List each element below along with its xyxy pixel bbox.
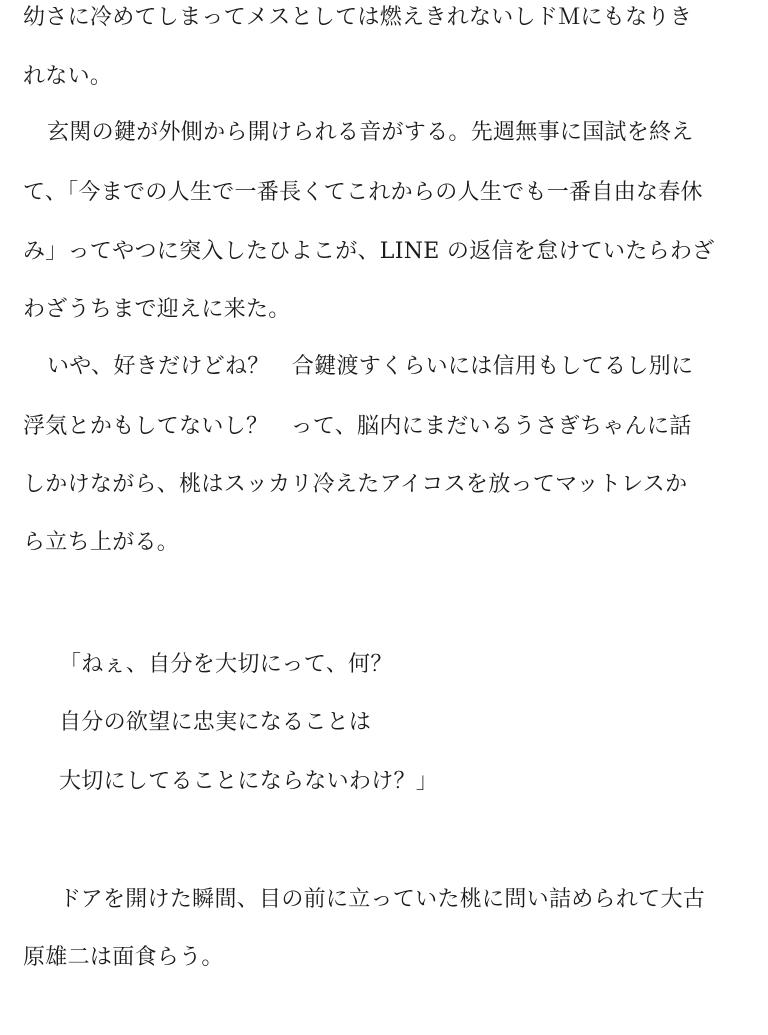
dialogue-line: 「ねぇ、自分を大切にって、何？ <box>59 652 393 677</box>
text-line: 玄関の鍵が外側から開けられる音がする。先週無事に国試を終え <box>47 120 694 145</box>
text-line: て、「今までの人生で一番長くてこれからの人生でも一番自由な春休 <box>23 180 703 205</box>
text-line: れない。 <box>23 64 113 89</box>
text-line: ドアを開けた瞬間、目の前に立っていた桃に問い詰められて大古 <box>59 887 706 912</box>
text-line: 幼さに冷めてしまってメスとしては燃えきれないしドＭにもなりき <box>23 5 693 30</box>
dialogue-line: 大切にしてることにならないわけ？」 <box>59 769 439 794</box>
text-line: しかけながら、桃はスッカリ冷えたアイコスを放ってマットレスか <box>23 472 688 497</box>
text-line: 原雄二は面食らう。 <box>23 945 224 970</box>
text-line: ら立ち上がる。 <box>23 530 180 555</box>
text-line: 浮気とかもしてないし？ って、脳内にまだいるうさぎちゃんに話 <box>23 414 692 439</box>
text-line: わざうちまで迎えに来た。 <box>23 297 291 322</box>
dialogue-line: 自分の欲望に忠実になることは <box>59 710 372 735</box>
text-line: いや、好きだけどね？ 合鍵渡すくらいには信用もしてるし別に <box>47 354 694 379</box>
text-line: み」ってやつに突入したひよこが、LINE の返信を怠けていたらわざ <box>23 239 715 264</box>
